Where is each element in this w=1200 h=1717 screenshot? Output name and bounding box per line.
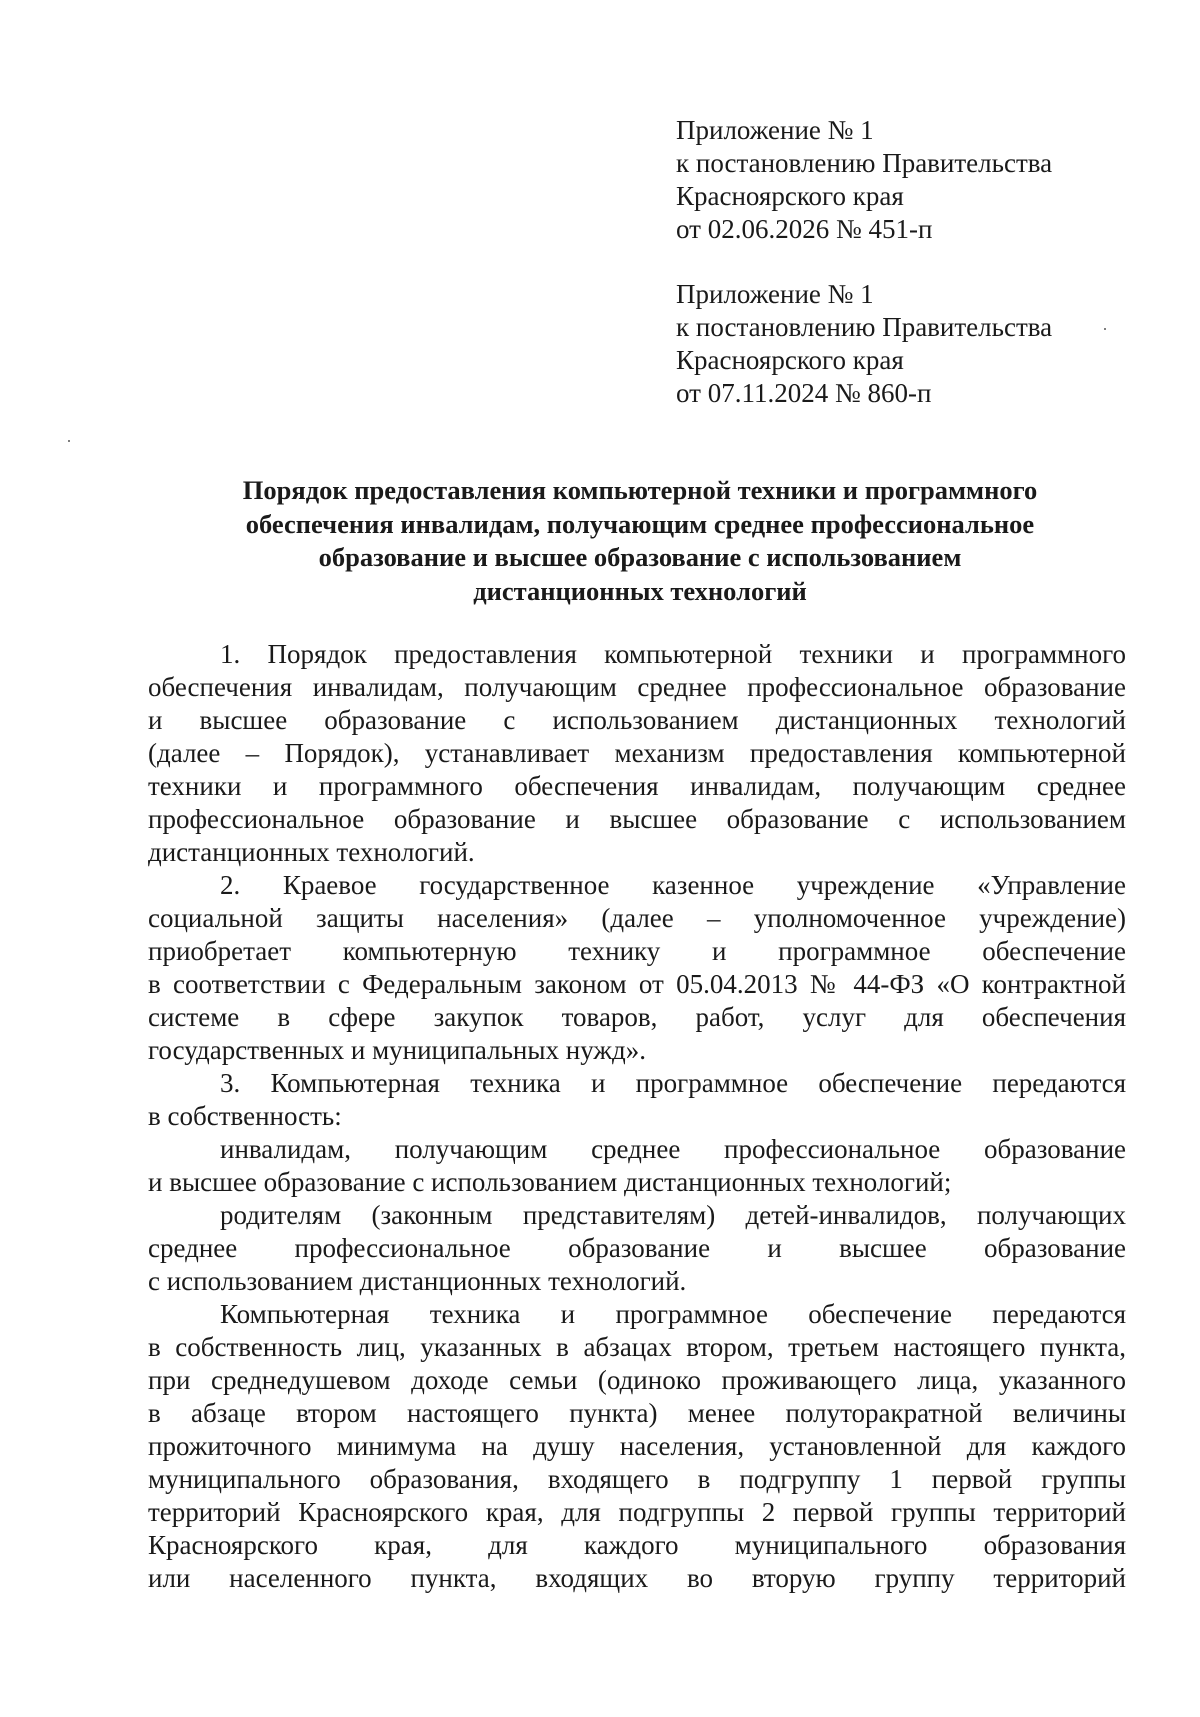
- paragraph-line: дистанционных технологий.: [148, 837, 475, 867]
- appendix-line: к постановлению Правительства: [676, 148, 1053, 178]
- paragraph-line: обеспечения инвалидам, получающим среднее профессиональное образование: [148, 672, 1126, 702]
- paragraph-line: при среднедушевом доходе семьи (одиноко проживающего лица, указанного: [148, 1365, 1126, 1395]
- appendix-header-current: [676, 114, 1136, 246]
- paragraph-line: в собственность:: [148, 1101, 342, 1131]
- paragraph-line: родителям (законным представителям) детей-инвалидов, получающих: [220, 1200, 1126, 1230]
- paragraph-line: среднее профессиональное образование и высшее образование: [148, 1233, 1126, 1263]
- document-title: [150, 474, 1130, 608]
- appendix-line: Красноярского края: [676, 181, 904, 211]
- paragraph-line: государственных и муниципальных нужд».: [148, 1035, 646, 1065]
- paragraph-line: прожиточного минимума на душу населения, установленной для каждого: [148, 1431, 1126, 1461]
- scan-speck: [1104, 328, 1106, 330]
- title-line: обеспечения инвалидам, получающим среднее профессиональное: [245, 508, 1035, 539]
- paragraph-line: 2. Краевое государственное казенное учреждение «Управление: [220, 870, 1126, 900]
- scan-speck: [68, 440, 70, 442]
- appendix-line: Приложение № 1: [676, 279, 874, 309]
- paragraph-line: Компьютерная техника и программное обеспечение передаются: [220, 1299, 1126, 1329]
- paragraph-line: Красноярского края, для каждого муниципального образования: [148, 1530, 1126, 1560]
- paragraph-line: системе в сфере закупок товаров, работ, услуг для обеспечения: [148, 1002, 1126, 1032]
- paragraph-line: территорий Красноярского края, для подгруппы 2 первой группы территорий: [148, 1497, 1126, 1527]
- paragraph-line: в соответствии с Федеральным законом от 05.04.2013 № 44-ФЗ «О контрактной: [148, 969, 1126, 999]
- paragraph-line: (далее – Порядок), устанавливает механизм предоставления компьютерной: [148, 738, 1126, 768]
- paragraph-line: в абзаце втором настоящего пункта) менее полуторакратной величины: [148, 1398, 1126, 1428]
- paragraph-line: 1. Порядок предоставления компьютерной техники и программного: [220, 639, 1126, 669]
- title-line: дистанционных технологий: [473, 575, 807, 606]
- document-body: [148, 638, 1126, 1595]
- paragraph-line: в собственность лиц, указанных в абзацах втором, третьем настоящего пункта,: [148, 1332, 1126, 1362]
- appendix-line: от 02.06.2026 № 451-п: [676, 214, 933, 244]
- appendix-header-original: [676, 278, 1136, 410]
- appendix-line: Красноярского края: [676, 345, 904, 375]
- paragraph-line: техники и программного обеспечения инвалидам, получающим среднее: [148, 771, 1126, 801]
- paragraph-line: муниципального образования, входящего в подгруппу 1 первой группы: [148, 1464, 1126, 1494]
- paragraph-line: приобретает компьютерную технику и программное обеспечение: [148, 936, 1126, 966]
- title-line: образование и высшее образование с использованием: [318, 542, 962, 572]
- appendix-line: от 07.11.2024 № 860-п: [676, 378, 932, 408]
- paragraph-line: с использованием дистанционных технологий.: [148, 1266, 687, 1296]
- paragraph-line: и высшее образование с использованием дистанционных технологий: [148, 705, 1126, 735]
- appendix-line: Приложение № 1: [676, 115, 874, 145]
- paragraph-line: профессиональное образование и высшее образование с использованием: [148, 804, 1126, 834]
- title-line: Порядок предоставления компьютерной техники и программного: [242, 475, 1038, 505]
- appendix-line: к постановлению Правительства: [676, 312, 1053, 342]
- paragraph-line: социальной защиты населения» (далее – уполномоченное учреждение): [148, 903, 1126, 933]
- paragraph-line: инвалидам, получающим среднее профессиональное образование: [220, 1134, 1126, 1164]
- paragraph-line: и высшее образование с использованием дистанционных технологий;: [148, 1167, 952, 1197]
- paragraph-line: или населенного пункта, входящих во вторую группу территорий: [148, 1563, 1126, 1593]
- paragraph-line: 3. Компьютерная техника и программное обеспечение передаются: [220, 1068, 1126, 1098]
